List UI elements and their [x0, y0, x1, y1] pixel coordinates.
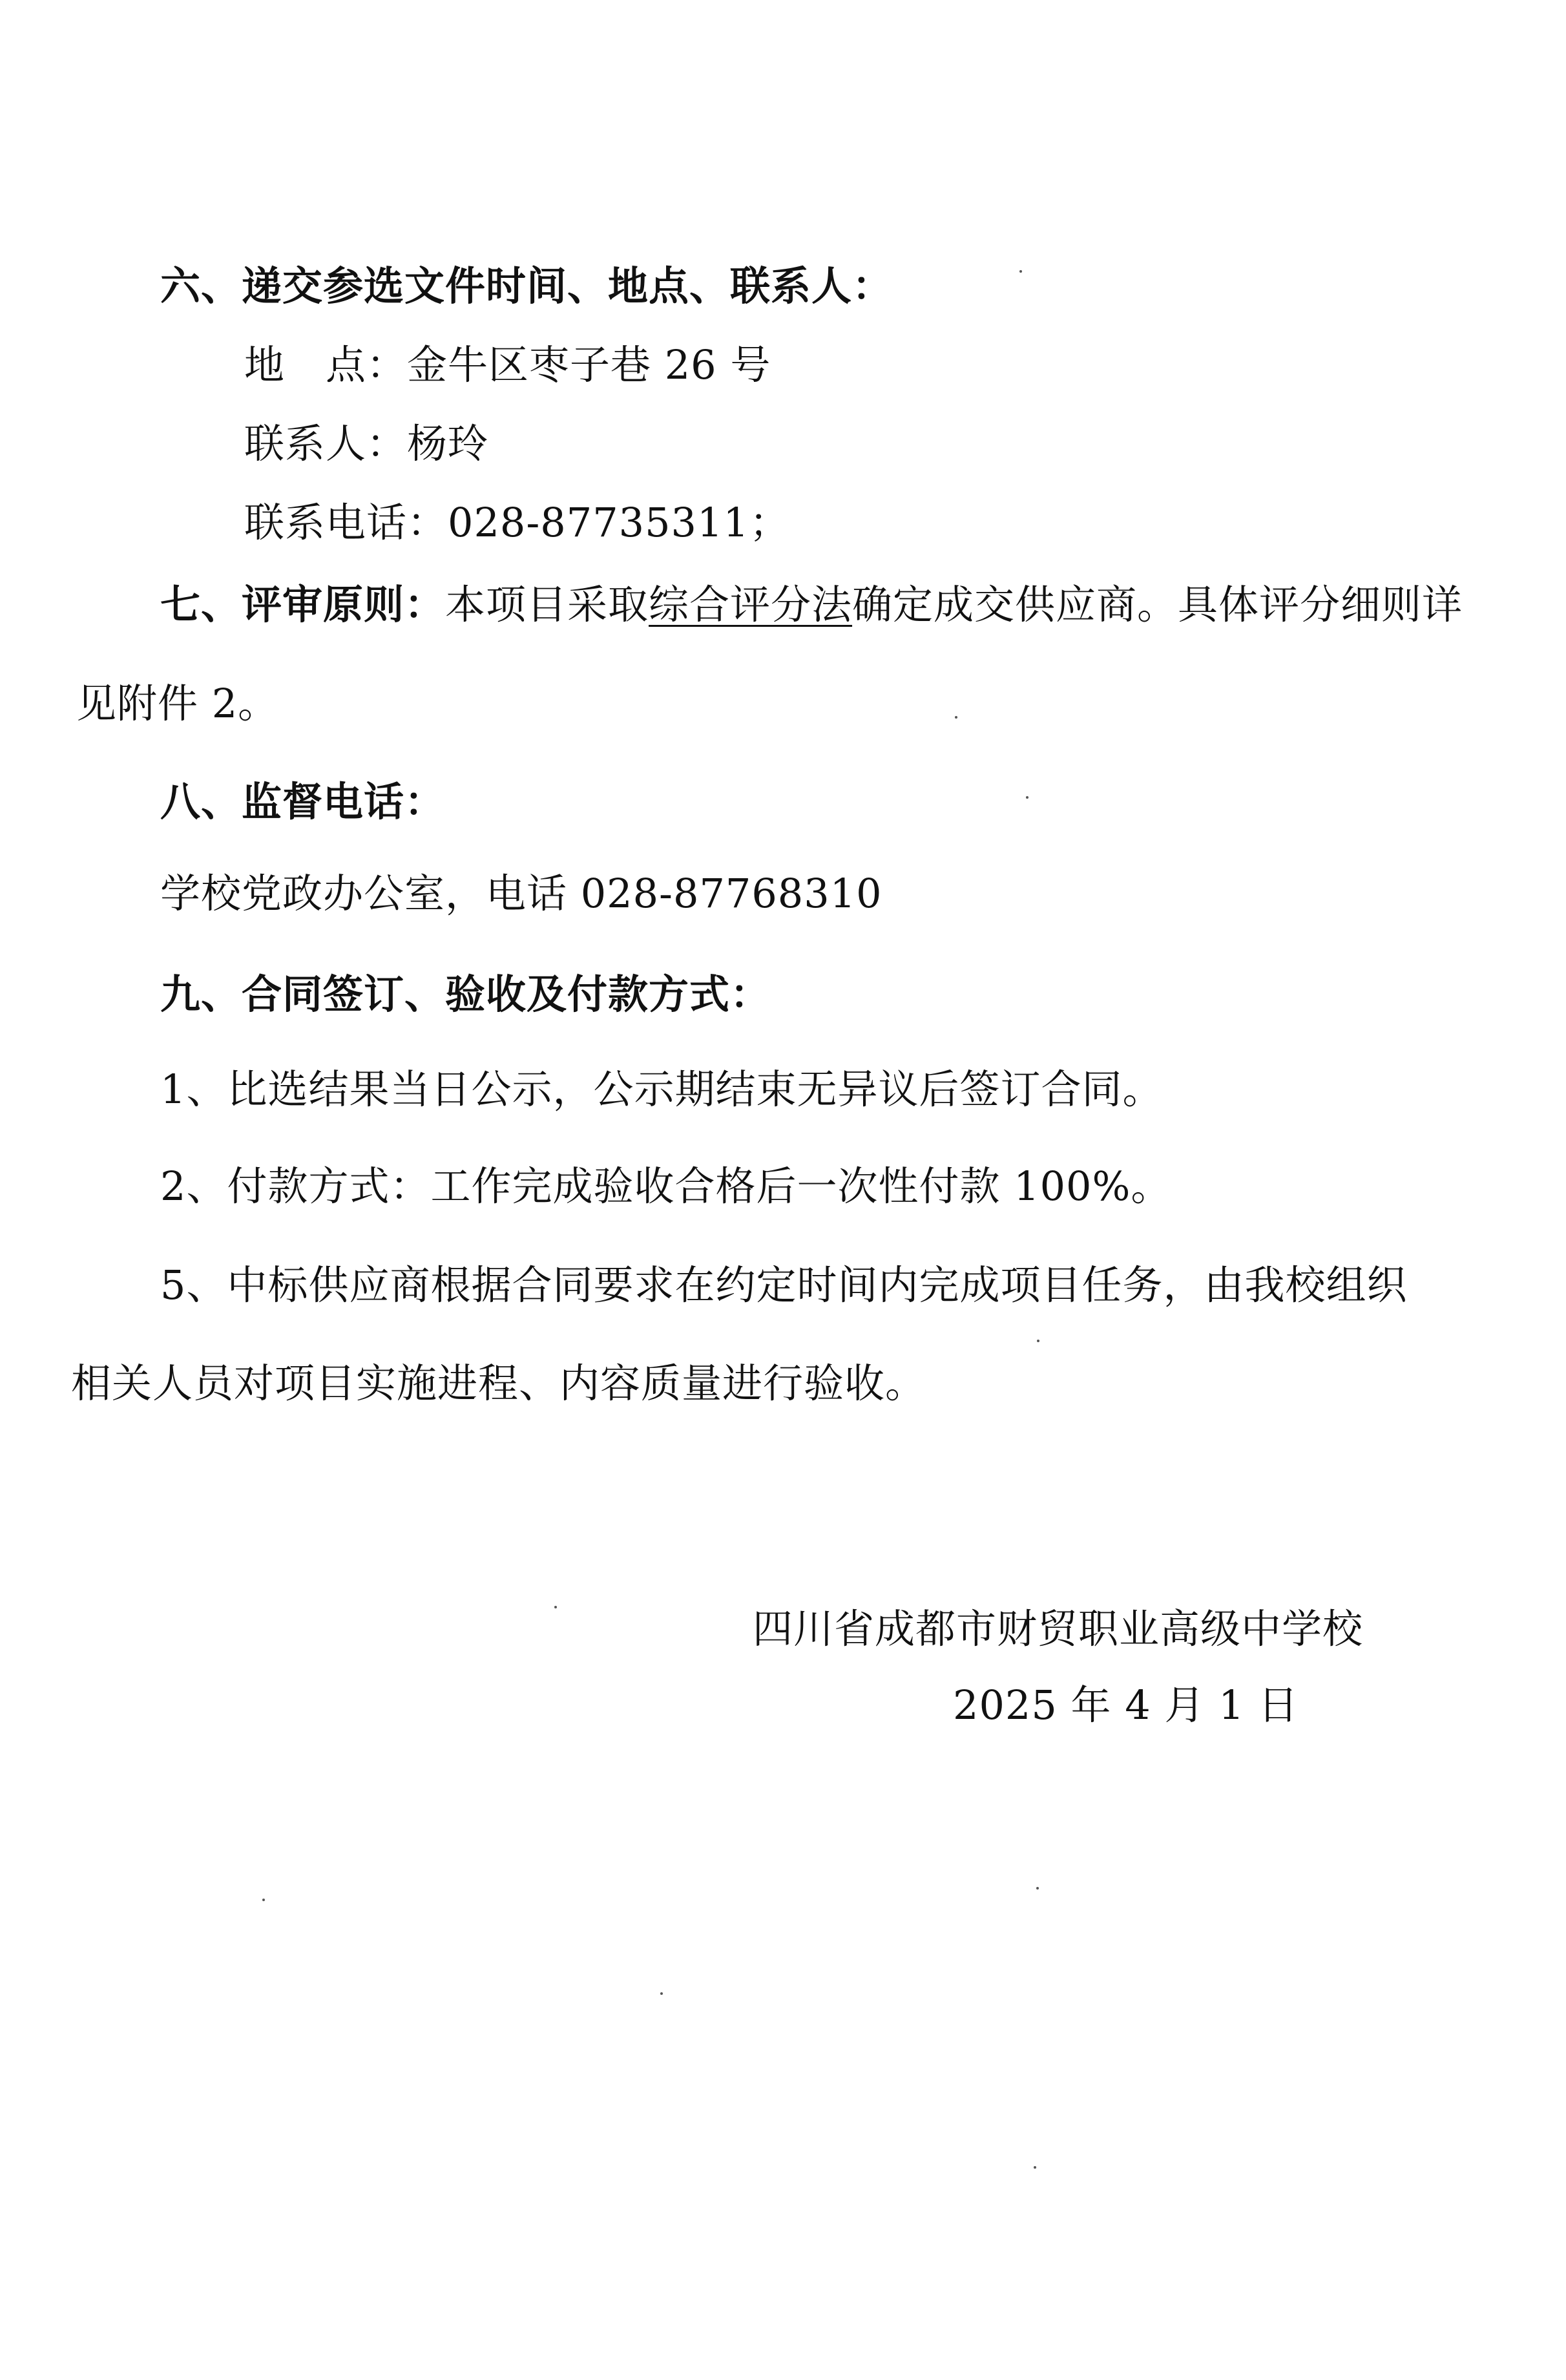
section7-text-after: 确定成交供应商。具体评分细则详 [852, 581, 1463, 628]
scan-speck [1019, 270, 1022, 273]
scan-speck [660, 1992, 663, 1995]
scan-speck [554, 1606, 557, 1608]
section8-title: 八、监督电话： [160, 778, 446, 825]
scan-speck [955, 716, 957, 719]
section7-line1 [160, 581, 1463, 628]
scan-speck [1026, 796, 1028, 799]
section7-line2: 见附件 2。 [76, 680, 279, 727]
scan-speck [1037, 1340, 1039, 1342]
contact-value: 杨玲 [407, 420, 489, 467]
phone-label: 联系电话： [244, 499, 448, 546]
contact-label: 联系人： [244, 420, 408, 467]
signature-organization: 四川省成都市财贸职业高级中学校 [753, 1605, 1364, 1652]
location-label: 地 点： [244, 341, 408, 388]
section6-title: 六、递交参选文件时间、地点、联系人： [160, 262, 893, 310]
location-line [244, 341, 771, 388]
phone-value: 028-87735311； [448, 499, 790, 546]
contract-item-3-line2: 相关人员对项目实施进程、内容质量进行验收。 [71, 1360, 926, 1407]
section7-text-before: 本项目采取 [445, 581, 649, 628]
contract-item-1: 1、比选结果当日公示，公示期结束无异议后签订合同。 [160, 1066, 1164, 1113]
evaluation-method: 综合评分法 [649, 581, 853, 628]
location-value: 金牛区枣子巷 26 号 [407, 341, 771, 388]
section9-title: 九、合同签订、验收及付款方式： [160, 971, 771, 1018]
contract-item-2: 2、付款方式：工作完成验收合格后一次性付款 100%。 [160, 1163, 1172, 1210]
contact-line [244, 420, 489, 467]
scan-speck [1034, 2166, 1036, 2169]
contract-item-3-line1: 5、中标供应商根据合同要求在约定时间内完成项目任务，由我校组织 [160, 1261, 1408, 1309]
section7-title: 七、评审原则： [160, 581, 446, 628]
phone-line [244, 499, 790, 546]
scan-speck [1036, 1887, 1039, 1890]
supervision-phone: 学校党政办公室，电话 028-87768310 [160, 870, 882, 917]
scan-speck [262, 1899, 265, 1901]
signature-date: 2025 年 4 月 1 日 [953, 1681, 1299, 1729]
